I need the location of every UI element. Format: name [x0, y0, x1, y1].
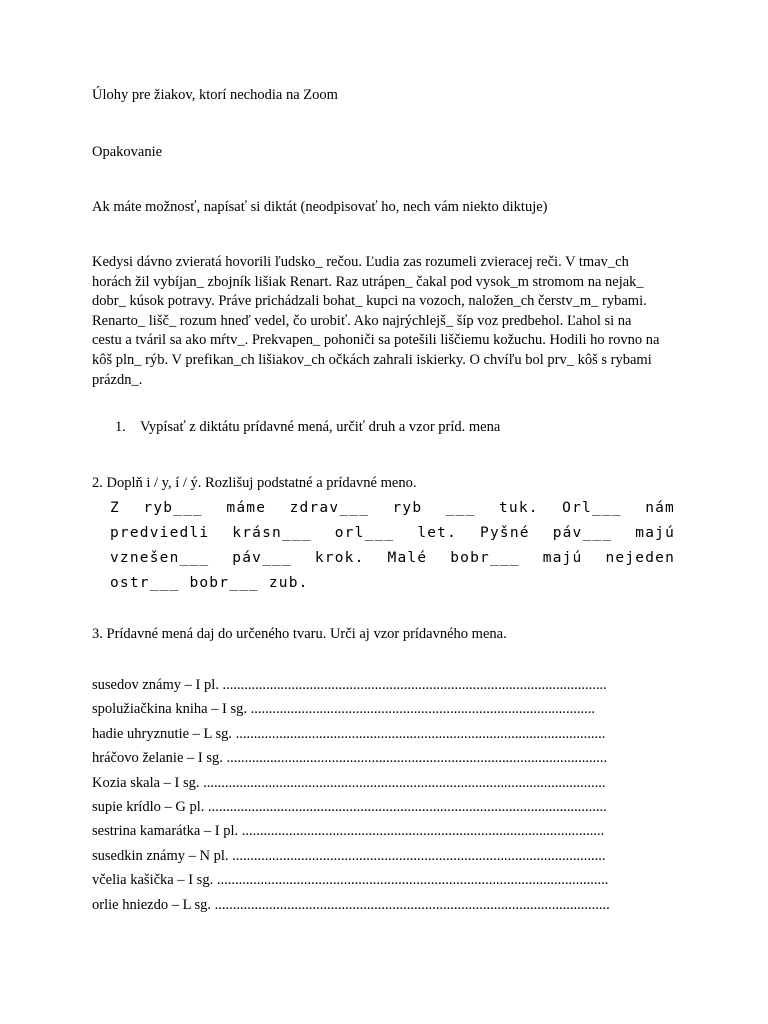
list-item: spolužiačkina kniha – I sg. ............................................................................................... — [92, 701, 596, 718]
dictation-text: Kedysi dávno zvieratá hovorili ľudsko_ rečou. Ľudia zas rozumeli zvieracej reči. V tmav_ch horách žil vybíjan_ zbojník lišiak Renart. Raz utrápen_ čakal pod vysok_m stromom na nejak_ dobr_ kúsok potravy. Práve prichádzali bohat_ kupci na vozoch, naložen_ch čerstv_m_ rybami. Renarto_ lišč_ rozum hneď vedel, čo urobiť. Ako najrýchlejš_ šíp voz predbehol. Ľahol si na cestu a tváril sa ako mŕtv_. Prekvapen_ pohoniči sa potešili liščiemu kožuchu. Hodili ho rovno na kôš pln_ rýb. V prefikan_ch lišiakov_ch očkách zahrali iskierky. O chvíľu bol prv_ kôš s rybami prázdn_. — [92, 254, 660, 388]
dictation-instruction: Ak máte možnosť, napísať si diktát (neodpisovať ho, nech vám niekto diktuje) — [92, 199, 548, 215]
list-item: hráčovo želanie – I sg. ......................................................................................................... — [92, 750, 608, 767]
list-item: včelia kašička – I sg. ............................................................................................................ — [92, 872, 609, 889]
task-1-text: Vypísať z diktátu prídavné mená, určiť druh a vzor príd. mena — [140, 419, 501, 435]
page-title: Úlohy pre žiakov, ktorí nechodia na Zoom — [92, 87, 338, 103]
task-1 — [115, 418, 500, 437]
list-item: susedkin známy – N pl. ....................................................................................................... — [92, 847, 606, 864]
list-item: supie krídlo – G pl. .............................................................................................................. — [92, 798, 607, 815]
section-heading: Opakovanie — [92, 144, 163, 160]
task-3-heading: 3. Prídavné mená daj do určeného tvaru. Urči aj vzor prídavného mena. — [92, 626, 507, 642]
list-item: hadie uhryznutie – L sg. ...................................................................................................... — [92, 725, 606, 742]
task-2-exercise-text: Z ryb___ máme zdrav___ ryb ___ tuk. Orl___ nám predviedli krásn___ orl___ let. Pyšné páv___ majú vznešen___ páv___ krok. Malé bobr___ majú nejeden ostr___ bobr___ zub. — [110, 500, 675, 591]
list-item: sestrina kamarátka – I pl. .................................................................................................... — [92, 823, 605, 840]
task-2-heading: 2. Doplň i / y, í / ý. Rozlišuj podstatné a prídavné meno. — [92, 475, 417, 491]
list-item: susedov známy – I pl. .......................................................................................................... — [92, 677, 607, 693]
task-1-number: 1. — [115, 419, 126, 435]
list-item: Kozia skala – I sg. ............................................................................................................... — [92, 774, 606, 791]
list-item: orlie hniezdo – L sg. ............................................................................................................. — [92, 896, 610, 913]
task-3-list — [92, 676, 652, 920]
